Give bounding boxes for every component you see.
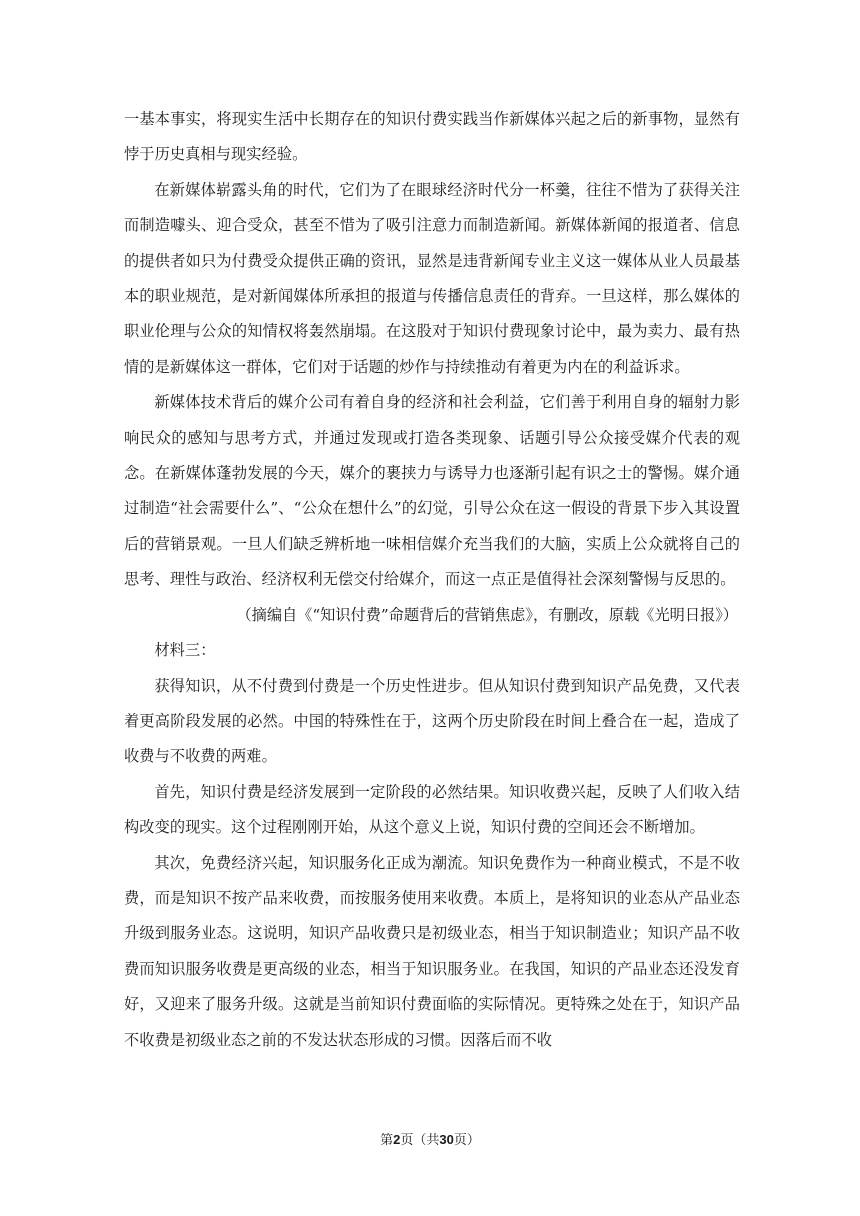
paragraph-3: 新媒体技术背后的媒介公司有着自身的经济和社会利益，它们善于利用自身的辐射力影响民众的感知与思考方式，并通过发现或打造各类现象、话题引导公众接受媒介代表的观念。在新媒体蓬勃发展的今天，媒介的裹挟力与诱导力也逐渐引起有识之士的警惕。媒介通过制造“社会需要什么”、“公众在想什么”的幻觉，引导公众在这一假设的背景下步入其设置后的营销景观。一旦人们缺乏辨析地一味相信媒介充当我们的大脑，实质上公众就将自己的思考、理性与政治、经济权利无偿交付给媒介，而这一点正是值得社会深刻警惕与反思的。 <box>124 393 740 589</box>
footer-prefix: 第 <box>380 1133 394 1148</box>
footer-suffix: 页） <box>453 1133 480 1148</box>
page-footer <box>0 1131 860 1150</box>
paragraph-5: 首先，知识付费是经济发展到一定阶段的必然结果。知识收费兴起，反映了人们收入结构改变的现实。这个过程刚刚开始，从这个意义上说，知识付费的空间还会不断增加。 <box>124 782 740 837</box>
paragraph-2: 在新媒体崭露头角的时代，它们为了在眼球经济时代分一杯羹，往往不惜为了获得关注而制造噱头、迎合受众，甚至不惜为了吸引注意力而制造新闻。新媒体新闻的报道者、信息的提供者如只为付费受众提供正确的资讯，显然是违背新闻专业主义这一媒体从业人员最基本的职业规范，是对新闻媒体所承担的报道与传播信息责任的背弃。一旦这样，那么媒体的职业伦理与公众的知情权将轰然崩塌。在这股对于知识付费现象讨论中，最为卖力、最有热情的是新媒体这一群体，它们对于话题的炒作与持续推动有着更为内在的利益诉求。 <box>124 180 740 376</box>
paragraph-6: 其次，免费经济兴起，知识服务化正成为潮流。知识免费作为一种商业模式，不是不收费，而是知识不按产品来收费，而按服务使用来收费。本质上，是将知识的业态从产品业态升级到服务业态。这说明，知识产品收费只是初级业态，相当于知识制造业；知识产品不收费而知识服务收费是更高级的业态，相当于知识服务业。在我国，知识的产品业态还没发育好，又迎来了服务升级。这就是当前知识付费面临的实际情况。更特殊之处在于，知识产品不收费是初级业态之前的不发达状态形成的习惯。因落后而不收 <box>124 853 740 1049</box>
footer-page-number: 2 <box>393 1132 401 1147</box>
paragraph-1: 一基本事实，将现实生活中长期存在的知识付费实践当作新媒体兴起之后的新事物，显然有悖于历史真相与现实经验。 <box>124 110 740 164</box>
paragraph-4: 获得知识，从不付费到付费是一个历史性进步。但从知识付费到知识产品免费，又代表着更高阶段发展的必然。中国的特殊性在于，这两个历史阶段在时间上叠合在一起，造成了收费与不收费的两难。 <box>124 676 740 766</box>
section-label: 材料三： <box>154 641 216 660</box>
document-page <box>124 102 740 1058</box>
footer-middle: 页（共 <box>400 1133 440 1148</box>
footer-total-pages: 30 <box>439 1132 454 1147</box>
source-note: （摘编自《“知识付费”命题背后的营销焦虑》，有删改，原载《光明日报》） <box>236 605 738 624</box>
